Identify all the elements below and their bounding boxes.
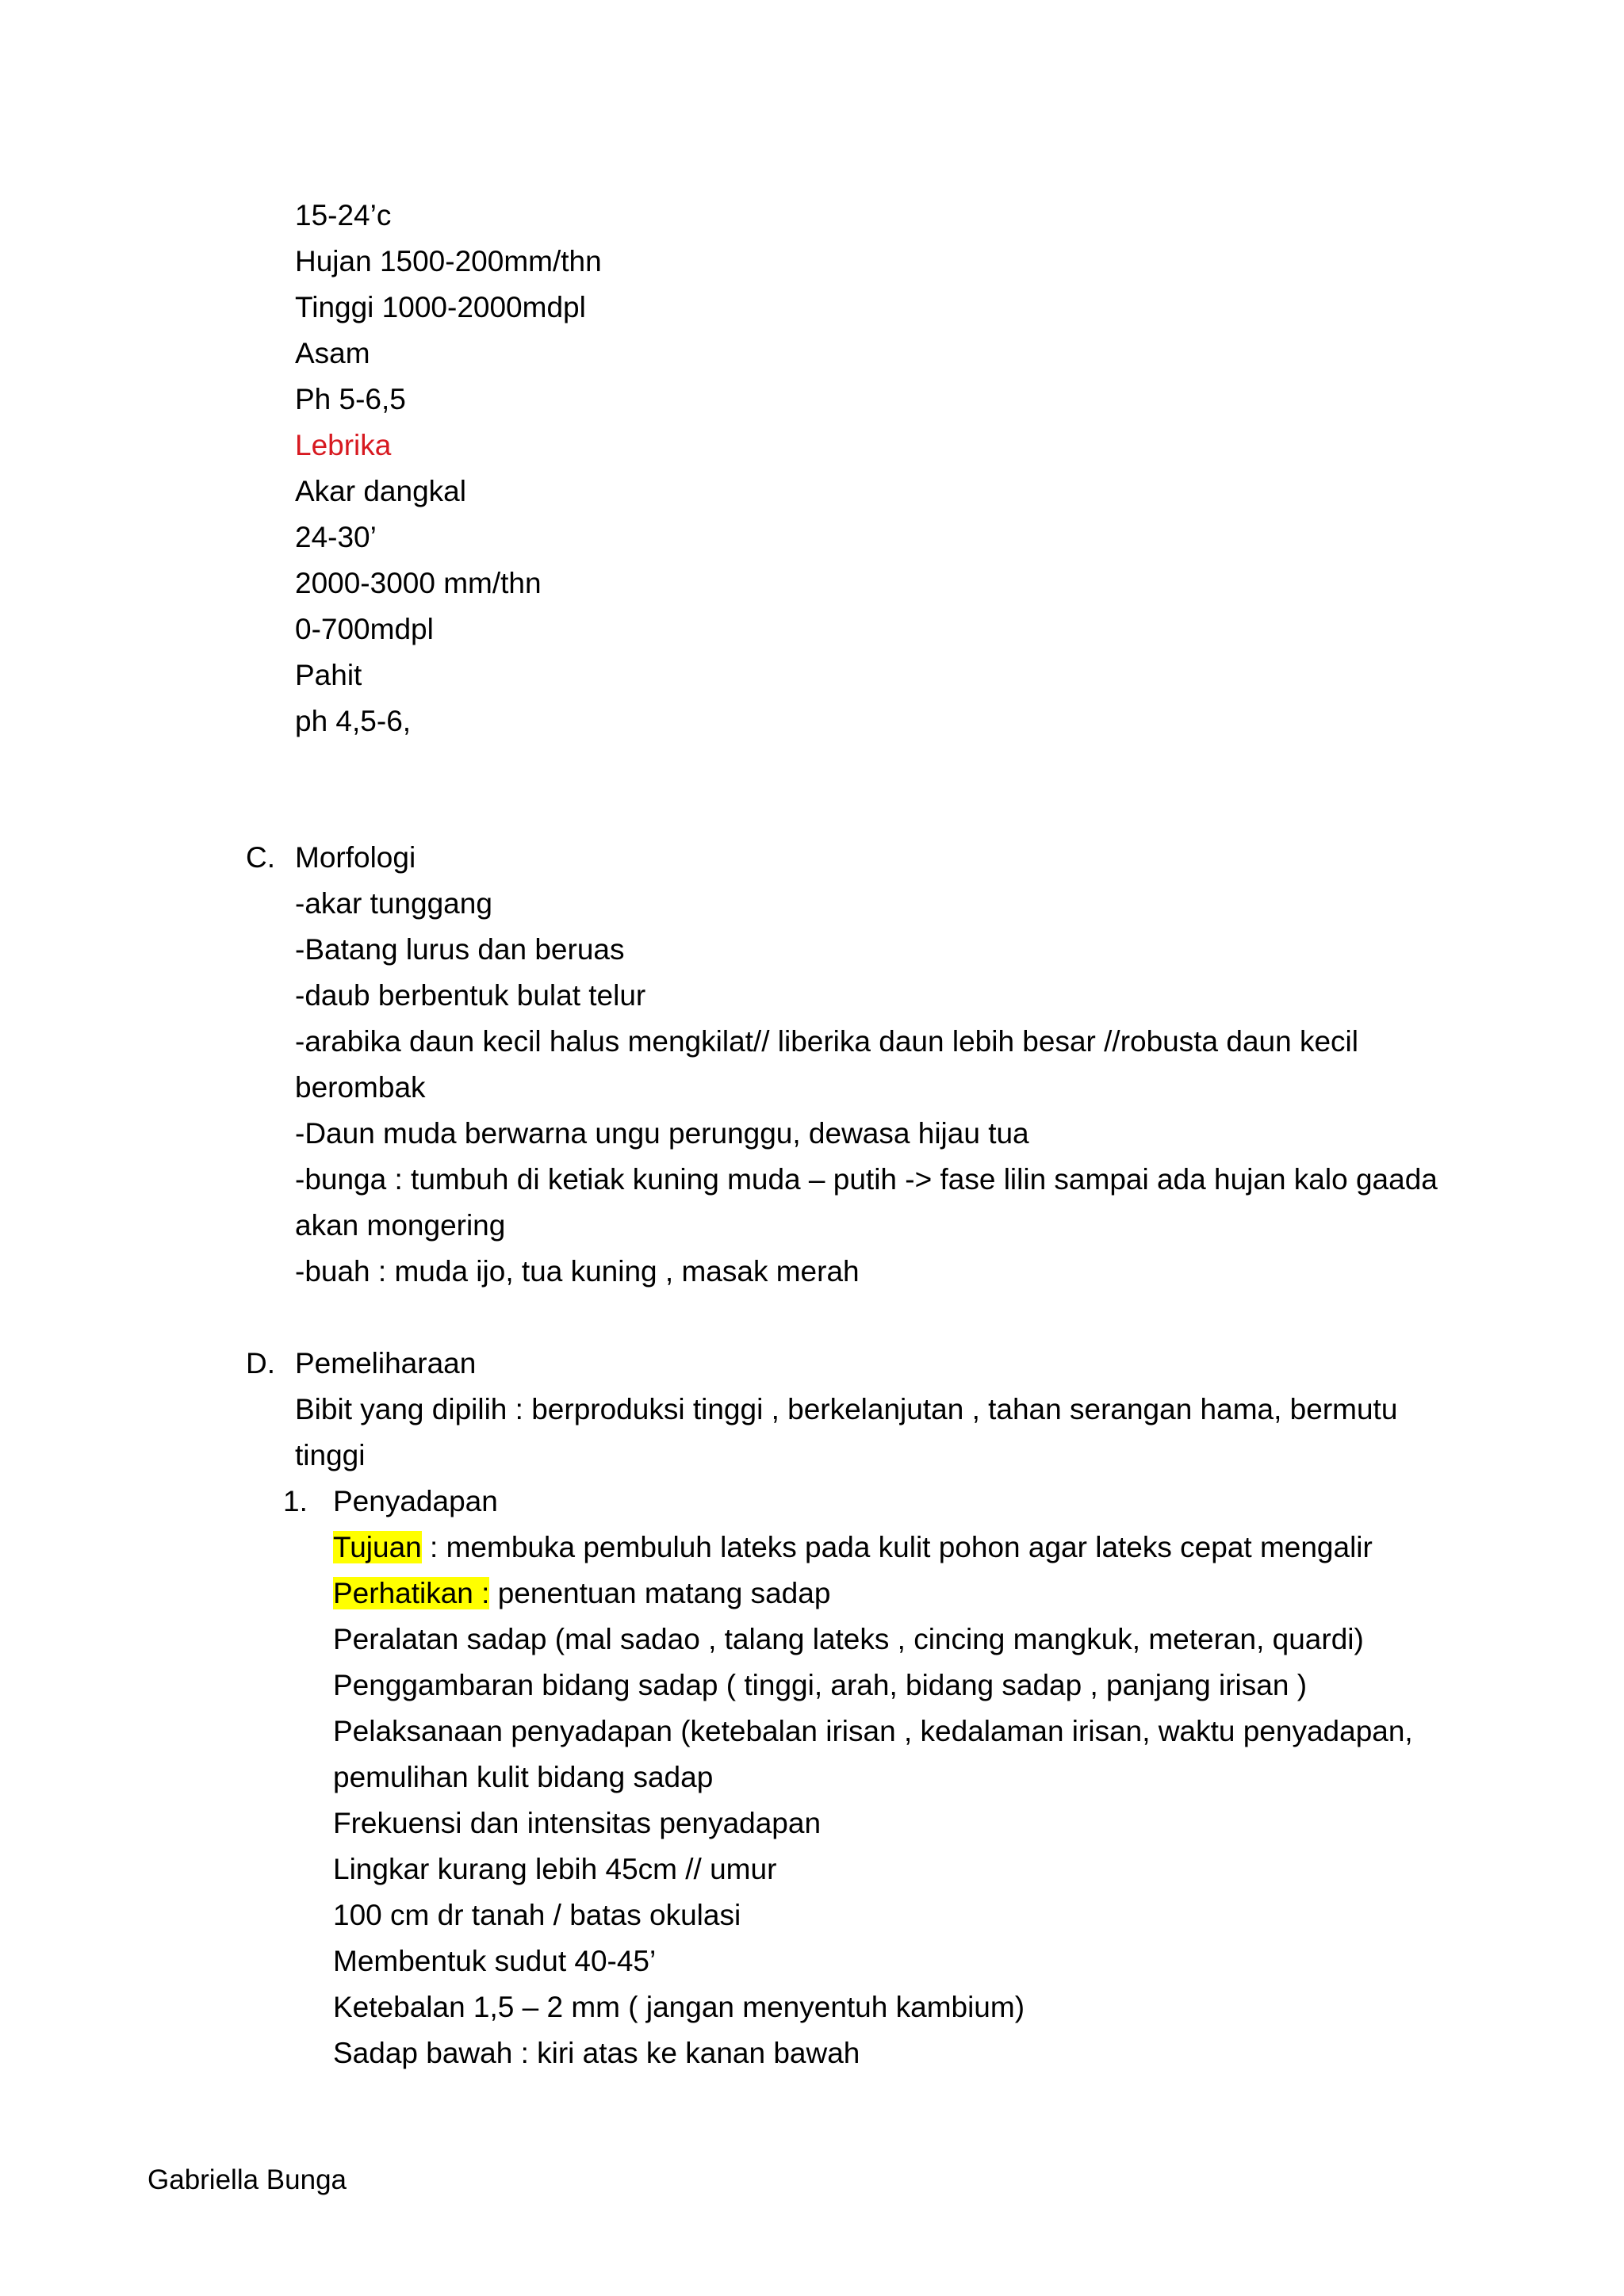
section-c-title: Morfologi	[295, 841, 416, 874]
section-c-line: -Batang lurus dan beruas	[295, 933, 625, 966]
perhatikan-line	[333, 1576, 830, 1611]
climate-line: Akar dangkal	[295, 475, 466, 507]
item-1-line: Pelaksanaan penyadapan (ketebalan irisan , kedalaman irisan, waktu penyadapan,	[333, 1715, 1413, 1747]
item-1-line: Peralatan sadap (mal sadao , talang lateks , cincing mangkuk, meteran, quardi)	[333, 1623, 1364, 1655]
item-1-line: Lingkar kurang lebih 45cm // umur	[333, 1853, 777, 1885]
section-c-line: -akar tunggang	[295, 887, 492, 920]
footer-author: Gabriella Bunga	[147, 2164, 347, 2195]
section-d-marker: D.	[246, 1347, 275, 1380]
section-c-line: -Daun muda berwarna ungu perunggu, dewasa hijau tua	[295, 1117, 1029, 1150]
section-c-line: berombak	[295, 1071, 426, 1104]
section-c-line: -daub berbentuk bulat telur	[295, 979, 646, 1012]
climate-line-red: Lebrika	[295, 429, 392, 461]
climate-line: Hujan 1500-200mm/thn	[295, 245, 602, 277]
item-1-marker: 1.	[283, 1485, 308, 1517]
section-c-marker: C.	[246, 841, 275, 874]
tujuan-line	[333, 1530, 1373, 1565]
climate-line: Tinggi 1000-2000mdpl	[295, 291, 586, 323]
item-1-line: Ketebalan 1,5 – 2 mm ( jangan menyentuh kambium)	[333, 1991, 1025, 2023]
item-1-line: Sadap bawah : kiri atas ke kanan bawah	[333, 2037, 860, 2069]
section-d-title: Pemeliharaan	[295, 1347, 477, 1380]
perhatikan-label-highlight: Perhatikan :	[333, 1577, 490, 1609]
climate-line: ph 4,5-6,	[295, 705, 412, 737]
tujuan-text: : membuka pembuluh lateks pada kulit pohon agar lateks cepat mengalir	[421, 1531, 1373, 1563]
item-1-line: Frekuensi dan intensitas penyadapan	[333, 1807, 822, 1839]
tujuan-label-highlight: Tujuan	[333, 1531, 422, 1563]
climate-line: Ph 5-6,5	[295, 383, 406, 415]
section-d-line: tinggi	[295, 1439, 366, 1471]
section-c-line: -arabika daun kecil halus mengkilat// liberika daun lebih besar //robusta daun kecil	[295, 1025, 1358, 1058]
section-d-line: Bibit yang dipilih : berproduksi tinggi , berkelanjutan , tahan serangan hama, bermutu	[295, 1393, 1398, 1425]
climate-line: 24-30’	[295, 521, 377, 553]
item-1-line: Penggambaran bidang sadap ( tinggi, arah, bidang sadap , panjang irisan )	[333, 1669, 1308, 1701]
item-1-line: Membentuk sudut 40-45’	[333, 1945, 657, 1977]
climate-line: Asam	[295, 337, 370, 369]
section-c-line: -bunga : tumbuh di ketiak kuning muda – putih -> fase lilin sampai ada hujan kalo gaada	[295, 1163, 1438, 1196]
climate-line: Pahit	[295, 659, 362, 691]
item-1-title: Penyadapan	[333, 1485, 498, 1517]
climate-line: 2000-3000 mm/thn	[295, 567, 542, 599]
perhatikan-text: penentuan matang sadap	[489, 1577, 831, 1609]
item-1-line: pemulihan kulit bidang sadap	[333, 1761, 714, 1793]
climate-line: 15-24’c	[295, 199, 392, 232]
section-c-line: -buah : muda ijo, tua kuning , masak merah	[295, 1255, 860, 1288]
section-c-line: akan mongering	[295, 1209, 506, 1242]
item-1-line: 100 cm dr tanah / batas okulasi	[333, 1899, 741, 1931]
climate-line: 0-700mdpl	[295, 613, 434, 645]
